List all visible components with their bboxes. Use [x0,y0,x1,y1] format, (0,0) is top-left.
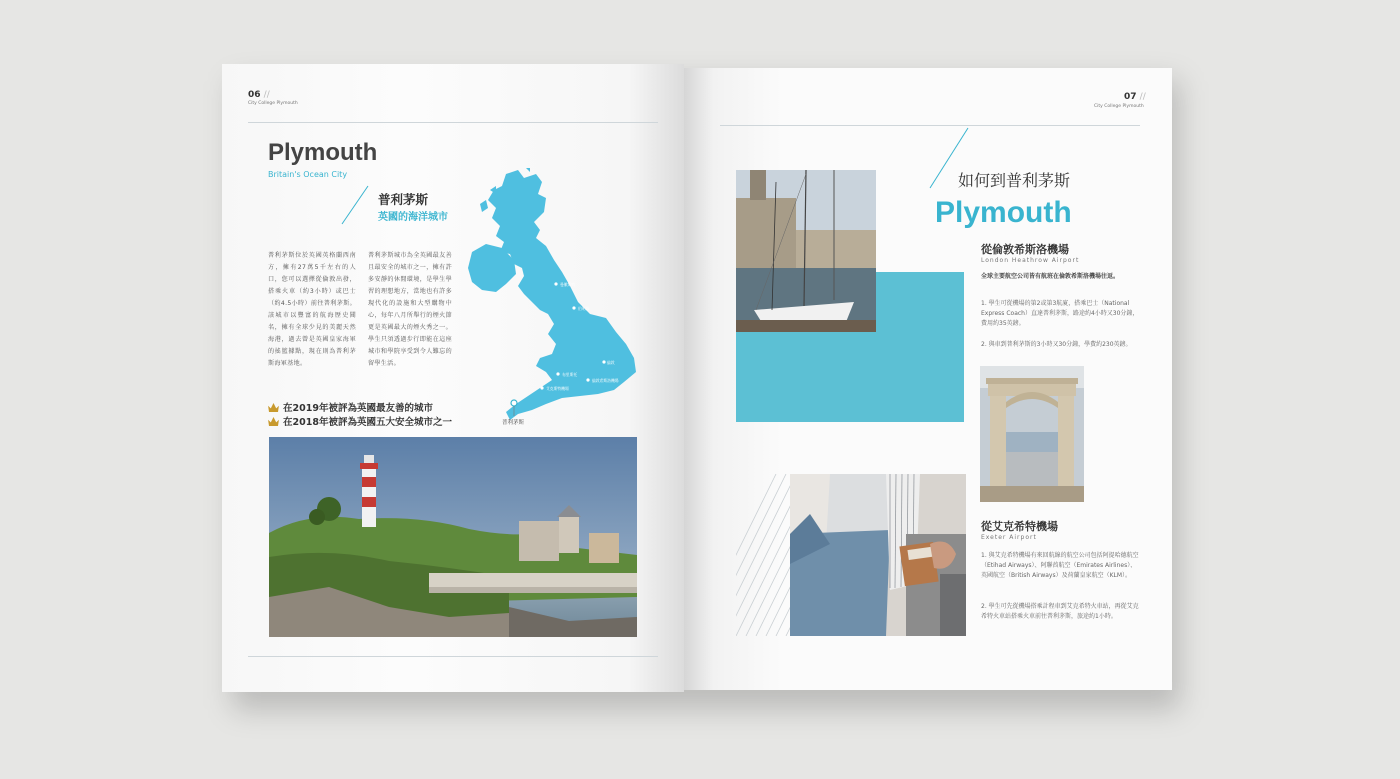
map-point-label: 倫敦希斯洛機場 [592,378,619,383]
page-number: 07 // [1124,92,1146,102]
traveler-photo [790,474,966,636]
heading-zh: 如何到普利茅斯 [958,171,1071,190]
map-label-plymouth: 普利茅斯 [502,420,525,426]
award-text: 在2019年被評為英國最友善的城市 [283,403,433,414]
section-item: 2. 與車到普利茅斯的3小時又30分鐘，學費約230英鎊。 [981,341,1132,348]
section-item: 1. 與艾克希特機場有來回航線的航空公司包括阿提哈德航空（Etihad Airways）、阿聯酋航空（Emirates Airlines）、英國航空（British Airways）及荷蘭皇家航空（KLM）。 [981,552,1139,579]
map-dot [554,282,557,285]
crown-icon [268,417,279,426]
top-rule [248,122,658,123]
map-dot [556,372,559,375]
award-row [268,414,452,428]
page-title: Plymouth [268,139,378,166]
page-caption: City College Plymouth [1094,104,1144,109]
left-page [222,64,684,692]
page-number: 06 // [248,90,270,100]
section-item: 2. 學生可先從機場搭乘計程車到艾克希特火車站，再從艾克希特火車站搭乘火車前往普利茅斯，旅途約1小時。 [981,603,1139,620]
map-point-label: 伯明翰 [578,306,590,311]
subheading-zh: 英國的海洋城市 [378,212,448,223]
stripe-pattern [736,474,792,636]
heading-zh: 普利茅斯 [378,192,429,207]
section-sub: Exeter Airport [981,534,1037,541]
uk-map [466,168,646,430]
map-dot [602,360,605,363]
paragraph-2: 普利茅斯城市為全英國最友善且最安全的城市之一，擁有許多安靜的休閒環境，是學生學習的理想地方，當地也有許多現代化的設施和大型購物中心，每年八月所舉行的煙火節更是英國最大的煙火秀之一。學生只須透過步行即能在這座城市和學院享受到令人難忘的留學生活。 [368,252,452,367]
page-caption: City College Plymouth [248,101,298,106]
map-point-label: 艾克斯特機場 [546,386,569,391]
section-item: 1. 學生可從機場的第2或第3航廈，搭乘巴士（National Express Coach）直達普利茅斯，路途約4小時又30分鐘，費用約35英鎊。 [981,300,1139,327]
map-point-label: 布里斯托 [562,372,578,377]
map-dot [586,378,589,381]
award-row [268,400,433,414]
paragraph-1: 普利茅斯位於英國英格蘭西南方，擁有27萬5千左右的人口，您可以選擇從倫敦出發，搭乘火車（約3小時）或巴士（約4.5小時）前往普利茅斯。該城市以豐富的航海歷史聞名，擁有全球少見的美麗天然海港，過去曾是英國皇家海軍的搖籃據點，現在則為普利茅斯海軍基地。 [268,252,356,367]
map-dot [540,386,543,389]
crown-icon [268,403,279,412]
section-intro: 全球主要航空公司皆有航班在倫敦希斯洛機場往返。 [981,273,1120,280]
map-dot [572,306,575,309]
right-page [684,68,1172,690]
award-text: 在2018年被評為英國五大安全城市之一 [283,417,452,428]
diagonal-line [340,184,370,226]
map-point-label: 曼徹斯特 [560,282,576,287]
section-heading: 從倫敦希斯洛機場 [981,243,1069,256]
harbor-photo [736,170,876,332]
page-subtitle: Britain's Ocean City [268,170,348,179]
page-title: Plymouth [935,196,1072,229]
bottom-rule [248,656,658,657]
lighthouse-photo [269,437,637,637]
gate-photo [980,366,1084,502]
map-point-label: 倫敦 [607,360,615,365]
section-heading: 從艾克希特機場 [981,520,1058,533]
plymouth-marker [511,400,517,406]
section-sub: London Heathrow Airport [981,257,1080,264]
